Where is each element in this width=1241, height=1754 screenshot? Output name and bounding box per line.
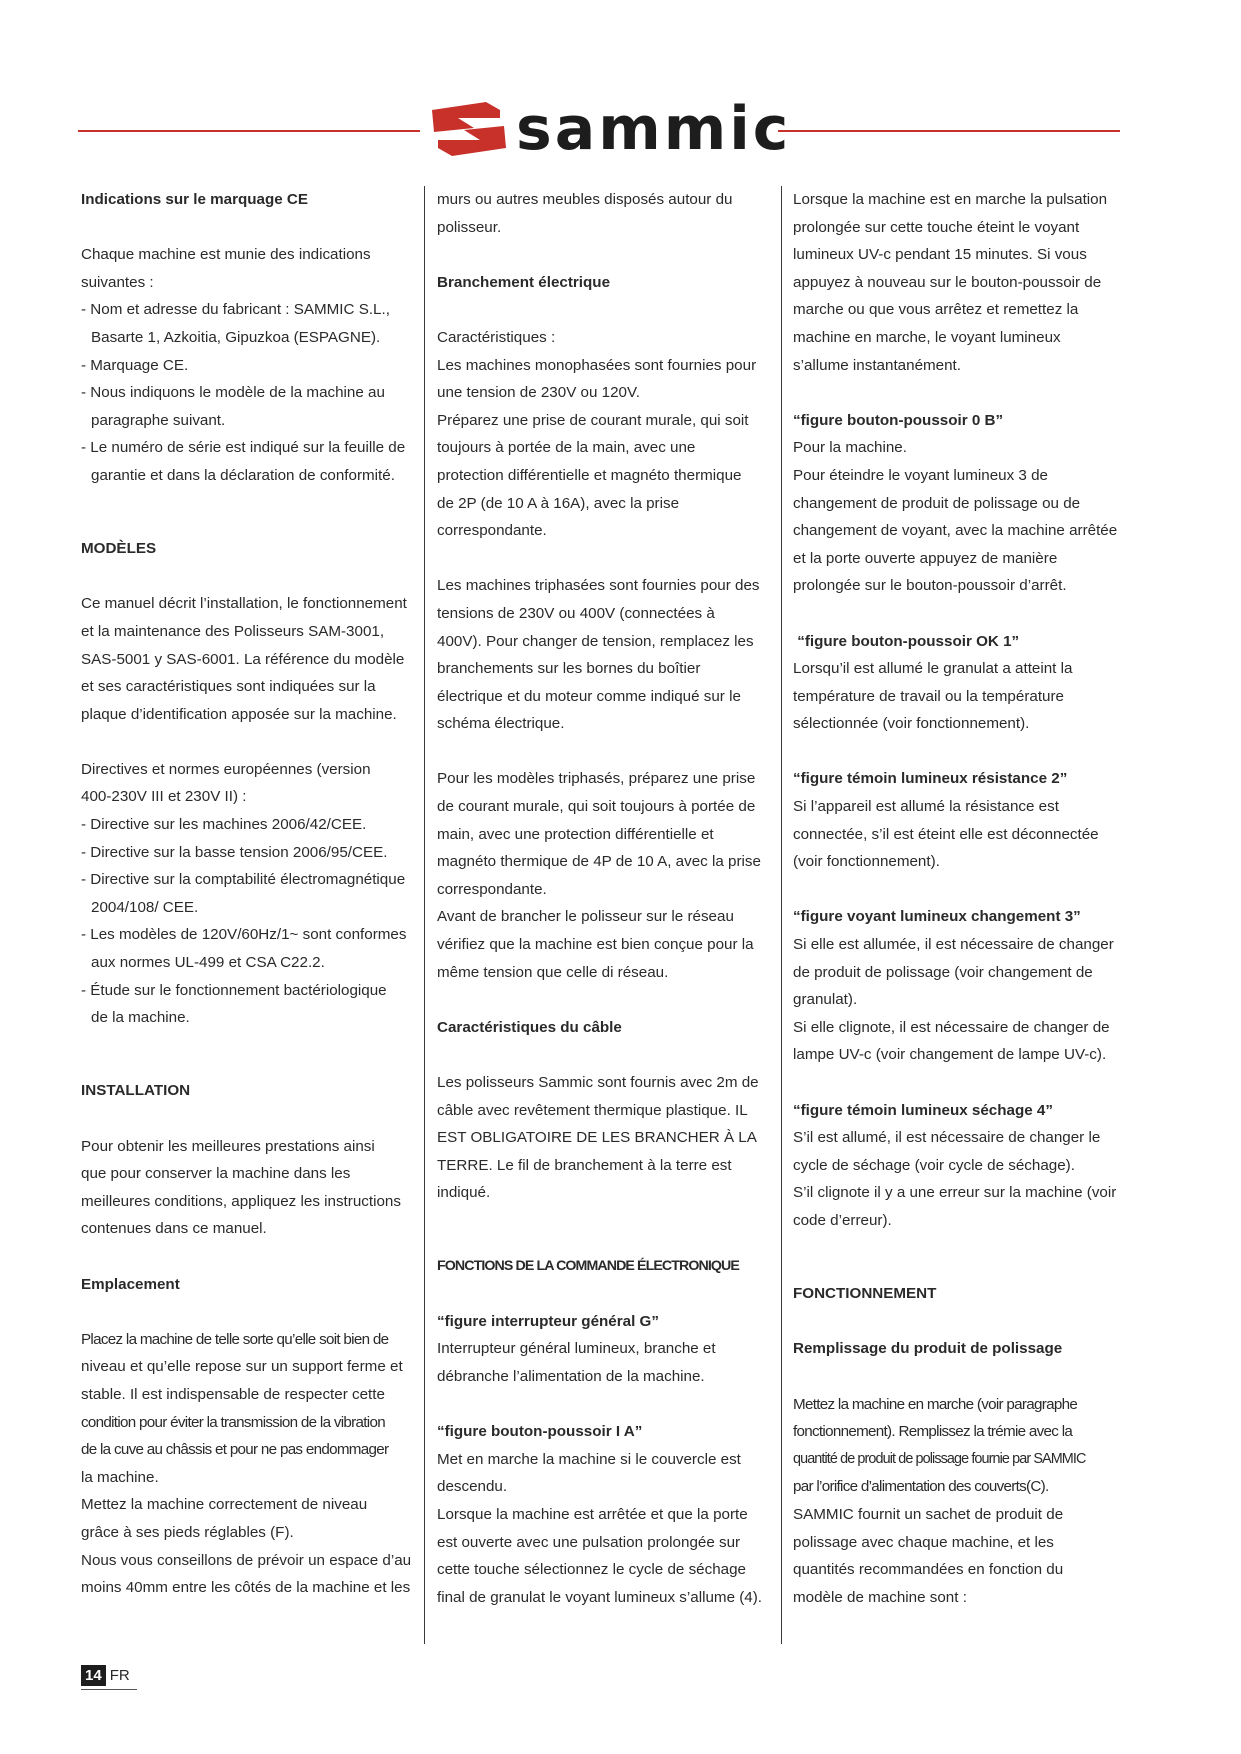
section-heading: Branchement électrique (437, 273, 611, 291)
text-line: 400-230V III et 230V II) : (81, 788, 247, 806)
text-line: - Le numéro de série est indiqué sur la feuille de (81, 439, 406, 457)
text-line: Chaque machine est munie des indications (81, 246, 371, 264)
text-line: Ce manuel décrit l’installation, le fonctionnement (81, 595, 407, 613)
text-line: Basarte 1, Azkoitia, Gipuzkoa (ESPAGNE). (91, 328, 381, 346)
text-line: Mettez la machine en marche (voir paragraphe (793, 1395, 1078, 1413)
text-line: Si elle clignote, il est nécessaire de changer de (793, 1018, 1110, 1036)
text-line: EST OBLIGATOIRE DE LES BRANCHER À LA (437, 1129, 757, 1147)
text-line: - Nous indiquons le modèle de la machine au (81, 384, 385, 402)
text-line: prolongée sur cette touche éteint le voyant (793, 218, 1080, 236)
text-line: Les machines monophasées sont fournies pour (437, 356, 757, 374)
text-line: changement de produit de polissage ou de (793, 494, 1081, 512)
text-line: sélectionnée (voir fonctionnement). (793, 715, 1030, 733)
section-heading: FONCTIONNEMENT (793, 1285, 937, 1303)
text-line: SAS-5001 y SAS-6001. La référence du modèle (81, 650, 405, 668)
column-2 (437, 186, 771, 1611)
text-line: marche ou que vous arrêtez et remettez la (793, 301, 1079, 319)
text-line: Si l’appareil est allumé la résistance est (793, 798, 1059, 816)
text-line: Lorsque la machine est en marche la pulsation (793, 191, 1108, 208)
text-line: quantité de produit de polissage fournie par SAMMIC (793, 1450, 1086, 1467)
text-line: SAMMIC fournit un sachet de produit de (793, 1505, 1064, 1523)
text-line: Directives et normes européennes (version (81, 760, 371, 778)
text-line: connectée, s’il est éteint elle est déconnectée (793, 825, 1099, 843)
text-line: 400V). Pour changer de tension, remplacez les (437, 632, 754, 650)
text-line: plaque d’identification apposée sur la machine. (81, 705, 397, 723)
text-line: - Directive sur les machines 2006/42/CEE. (81, 816, 367, 834)
text-line: 2004/108/ CEE. (91, 898, 199, 916)
text-line: appuyez à nouveau sur le bouton-poussoir de (793, 273, 1102, 291)
text-line: lampe UV-c (voir changement de lampe UV-c). (793, 1046, 1107, 1064)
text-line: de 2P (de 10 A à 16A), avec la prise (437, 494, 680, 512)
figure-heading: “figure bouton-poussoir I A” (437, 1423, 643, 1441)
section-heading: Emplacement (81, 1275, 180, 1293)
text-line: et la porte ouverte appuyez de manière (793, 549, 1058, 567)
text-line: vérifiez que la machine est bien conçue pour la (437, 936, 754, 954)
text-line: température de travail ou la température (793, 687, 1064, 705)
section-heading: Remplissage du produit de polissage (793, 1340, 1063, 1358)
text-line: branchements sur les bornes du boîtier (437, 660, 701, 678)
text-line: Placez la machine de telle sorte qu’elle soit bien de (81, 1330, 389, 1348)
text-line: murs ou autres meubles disposés autour du (437, 191, 733, 208)
text-line: Met en marche la machine si le couvercle est (437, 1450, 741, 1468)
text-line: - Nom et adresse du fabricant : SAMMIC S.L., (81, 301, 390, 319)
text-line: tensions de 230V ou 400V (connectées à (437, 604, 715, 622)
text-line: et la maintenance des Polisseurs SAM-3001, (81, 622, 385, 640)
text-line: moins 40mm entre les côtés de la machine et les (81, 1579, 411, 1597)
text-line: condition pour éviter la transmission de la vibration (81, 1413, 385, 1431)
text-line: final de granulat le voyant lumineux s’allume (4). (437, 1588, 763, 1606)
text-line: câble avec revêtement thermique plastique. IL (437, 1101, 748, 1119)
column-3 (793, 186, 1127, 1611)
page-language: FR (109, 1666, 130, 1684)
text-line: cycle de séchage (voir cycle de séchage). (793, 1156, 1075, 1174)
section-heading: FONCTIONS DE LA COMMANDE ÉLECTRONIQUE (437, 1257, 739, 1274)
text-line: quantités recommandées en fonction du (793, 1561, 1064, 1579)
text-line: Pour les modèles triphasés, préparez une prise (437, 770, 756, 788)
text-line: TERRE. Le fil de branchement à la terre est (437, 1156, 732, 1174)
text-line: Si elle est allumée, il est nécessaire de changer (793, 936, 1114, 954)
text-line: S’il clignote il y a une erreur sur la machine (voir (793, 1184, 1117, 1202)
text-line: correspondante. (437, 880, 547, 898)
text-line: de produit de polissage (voir changement de (793, 963, 1093, 981)
text-line: paragraphe suivant. (91, 411, 226, 429)
text-line: Caractéristiques : (437, 328, 556, 346)
header-rule-left (78, 130, 420, 132)
text-line: code d’erreur). (793, 1211, 892, 1229)
text-line: Pour la machine. (793, 439, 907, 457)
text-line: Nous vous conseillons de prévoir un espace d’au (81, 1551, 412, 1569)
text-line: main, avec une protection différentielle et (437, 825, 714, 843)
sammic-s-icon (428, 96, 510, 162)
text-line: descendu. (437, 1478, 508, 1496)
figure-heading: “figure voyant lumineux changement 3” (793, 908, 1081, 926)
text-line: par l’orifice d’alimentation des couverts(C). (793, 1478, 1049, 1496)
text-line: lumineux UV-c pendant 15 minutes. Si vous (793, 246, 1087, 264)
text-line: prolongée sur le bouton-poussoir d’arrêt. (793, 577, 1067, 595)
section-heading: Indications sur le marquage CE (81, 191, 309, 208)
text-line: Préparez une prise de courant murale, qui soit (437, 411, 749, 429)
text-line: correspondante. (437, 522, 547, 540)
text-line: même tension que celle di réseau. (437, 963, 669, 981)
text-line: que pour conserver la machine dans les (81, 1165, 351, 1183)
text-line: Les machines triphasées sont fournies pour des (437, 577, 760, 595)
text-line: modèle de machine sont : (793, 1588, 967, 1606)
footer-rule (81, 1689, 137, 1690)
text-line: Pour obtenir les meilleures prestations ainsi (81, 1137, 375, 1155)
text-line: polissage avec chaque machine, et les (793, 1533, 1054, 1551)
text-line: - Marquage CE. (81, 356, 189, 374)
text-line: - Les modèles de 120V/60Hz/1~ sont conformes (81, 926, 407, 944)
brand-name: sammic (516, 94, 792, 164)
text-line: - Directive sur la comptabilité électromagnétique (81, 871, 406, 889)
figure-heading: “figure témoin lumineux résistance 2” (793, 770, 1068, 788)
text-line: indiqué. (437, 1184, 491, 1202)
text-line: Lorsqu’il est allumé le granulat a atteint la (793, 660, 1073, 678)
text-line: magnéto thermique de 4P de 10 A, avec la prise (437, 853, 761, 871)
text-line: (voir fonctionnement). (793, 853, 940, 871)
text-line: changement de voyant, avec la machine arrêtée (793, 522, 1118, 540)
text-line: - Étude sur le fonctionnement bactériologique (81, 981, 387, 999)
text-line: une tension de 230V ou 120V. (437, 384, 640, 402)
text-line: électrique et du moteur comme indiqué sur le (437, 687, 741, 705)
figure-heading: “figure bouton-poussoir 0 B” (793, 411, 1004, 429)
text-line: s’allume instantanément. (793, 356, 961, 374)
text-line: et ses caractéristiques sont indiquées sur la (81, 678, 376, 696)
figure-heading: “figure interrupteur général G” (437, 1312, 659, 1330)
text-line: Pour éteindre le voyant lumineux 3 de (793, 466, 1048, 484)
section-heading: MODÈLES (81, 540, 157, 558)
text-line: granulat). (793, 991, 858, 1009)
text-line: machine en marche, le voyant lumineux (793, 328, 1061, 346)
figure-heading: “figure témoin lumineux séchage 4” (793, 1101, 1053, 1119)
text-line: aux normes UL-499 et CSA C22.2. (91, 954, 325, 972)
page-footer (81, 1662, 130, 1688)
text-line: stable. Il est indispensable de respecter cette (81, 1385, 385, 1403)
column-divider (424, 186, 425, 1644)
text-line: Lorsque la machine est arrêtée et que la porte (437, 1505, 748, 1523)
column-divider (781, 186, 782, 1644)
text-line: Les polisseurs Sammic sont fournis avec 2m de (437, 1074, 759, 1091)
text-line: fonctionnement). Remplissez la trémie avec la (793, 1423, 1073, 1441)
text-line: Avant de brancher le polisseur sur le réseau (437, 908, 734, 926)
section-heading: INSTALLATION (81, 1082, 191, 1100)
text-line: de courant murale, qui soit toujours à portée de (437, 798, 756, 816)
brand-logo (428, 94, 792, 164)
text-line: schéma électrique. (437, 715, 565, 733)
text-line: niveau et qu’elle repose sur un support ferme et (81, 1358, 403, 1376)
text-line: de la cuve au châssis et pour ne pas endommager (81, 1441, 389, 1459)
text-line: est ouverte avec une pulsation prolongée sur (437, 1533, 741, 1551)
text-line: de la machine. (91, 1009, 190, 1027)
text-line: Interrupteur général lumineux, branche et (437, 1340, 716, 1358)
text-line: cette touche sélectionnez le cycle de séchage (437, 1561, 747, 1579)
figure-heading: “figure bouton-poussoir OK 1” (793, 632, 1020, 650)
section-heading: Caractéristiques du câble (437, 1018, 622, 1036)
text-line: protection différentielle et magnéto thermique (437, 466, 742, 484)
text-line: garantie et dans la déclaration de conformité. (91, 466, 395, 484)
text-line: suivantes : (81, 273, 154, 291)
text-line: débranche l’alimentation de la machine. (437, 1367, 705, 1385)
text-line: grâce à ses pieds réglables (F). (81, 1523, 294, 1541)
text-line: toujours à portée de la main, avec une (437, 439, 696, 457)
text-line: - Directive sur la basse tension 2006/95/CEE. (81, 843, 388, 861)
text-line: meilleures conditions, appliquez les instructions (81, 1192, 401, 1210)
text-line: Mettez la machine correctement de niveau (81, 1496, 368, 1514)
text-line: la machine. (81, 1468, 159, 1486)
column-1 (81, 186, 415, 1602)
text-line: S’il est allumé, il est nécessaire de changer le (793, 1129, 1101, 1147)
text-line: contenues dans ce manuel. (81, 1220, 267, 1238)
text-line: polisseur. (437, 218, 502, 236)
page-number: 14 (81, 1665, 106, 1686)
header-rule-right (778, 130, 1120, 132)
